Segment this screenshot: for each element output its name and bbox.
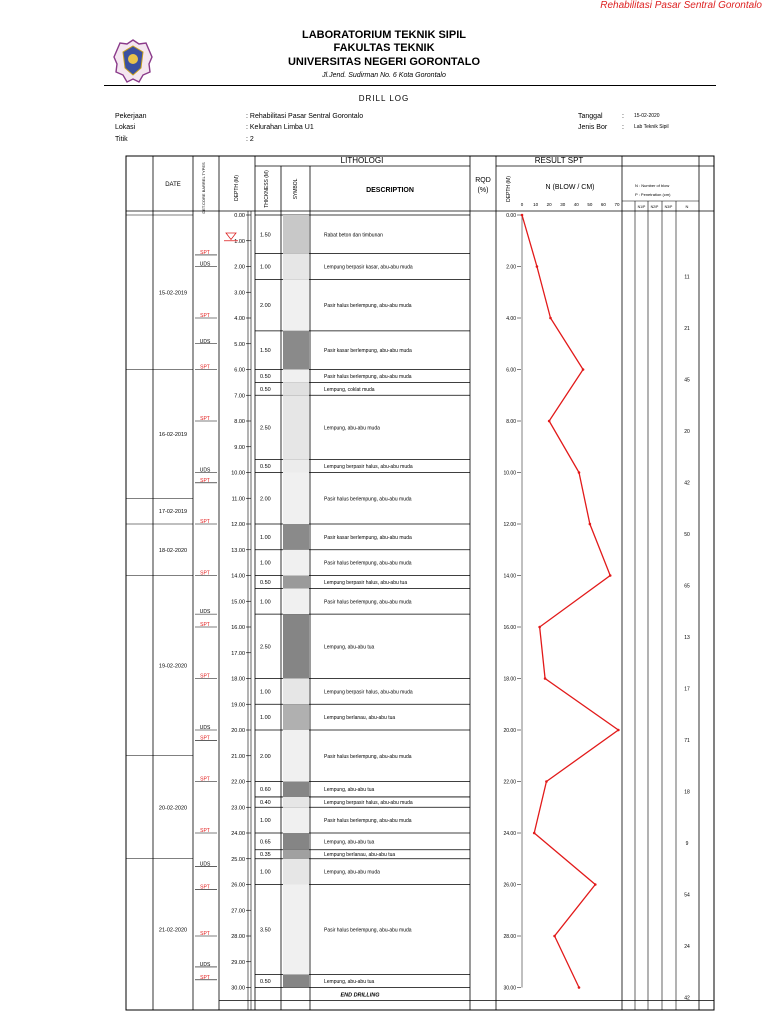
spt-point — [536, 265, 539, 268]
depth-label: 29.00 — [231, 959, 245, 966]
lithology-symbol — [283, 254, 309, 280]
lithology-layers — [283, 215, 309, 988]
spt-point — [521, 214, 524, 217]
rqd-header: RQD — [475, 177, 491, 184]
spt-point — [589, 523, 592, 526]
core-mark: UDS — [199, 861, 211, 868]
layer-description: Lempung berpasir halus, abu-abu muda — [324, 800, 413, 807]
y-tick-label: 22.00 — [503, 779, 516, 786]
lithology-symbol — [283, 859, 309, 885]
end-drilling: END DRILLING — [340, 992, 380, 999]
lithology-symbol — [283, 850, 309, 859]
layer-description: Pasir halus berlempung, abu-abu muda — [324, 599, 412, 606]
layer-thickness: 0.60 — [260, 787, 271, 794]
x-tick-label: 50 — [587, 202, 593, 207]
layer-thickness: 1.00 — [260, 599, 271, 606]
description-header: DESCRIPTION — [366, 187, 414, 194]
depth-label: 2.00 — [234, 264, 245, 271]
x-tick-label: 40 — [573, 202, 579, 207]
y-tick-label: 12.00 — [503, 522, 516, 528]
core-mark: SPT — [200, 519, 210, 525]
depth-label: 12.00 — [231, 522, 245, 528]
layer-thickness: 3.50 — [260, 927, 271, 934]
n-blow-header: N (BLOW / CM) — [545, 184, 595, 191]
depth-label: 17.00 — [231, 650, 245, 657]
legend-p: P : Penetration (cm) — [635, 192, 671, 197]
spt-point — [553, 935, 556, 938]
lithology-symbol — [283, 524, 309, 550]
layer-description: Lempung, abu-abu muda — [324, 869, 380, 876]
depth-label: 4.00 — [234, 316, 245, 322]
n-value: 45 — [684, 377, 690, 384]
layer-thickness: 0.50 — [260, 386, 271, 393]
table-labels — [159, 156, 689, 998]
layer-description: Pasir halus berlempung, abu-abu muda — [324, 818, 412, 825]
layer-thickness: 1.00 — [260, 869, 271, 876]
date-label: 19-02-2020 — [158, 663, 188, 670]
depth-label: 5.00 — [234, 341, 245, 348]
lithology-symbol — [283, 576, 309, 589]
y-tick-label: 6.00 — [506, 367, 516, 374]
lithology-symbol — [283, 704, 309, 730]
layer-thickness: 1.50 — [260, 232, 271, 239]
lithology-symbol — [283, 550, 309, 576]
layer-description: Lempung, abu-abu tua — [324, 839, 375, 846]
n-value: 71 — [684, 738, 690, 744]
date-label: 17-02-2019 — [158, 509, 188, 516]
university-name: UNIVERSITAS NEGERI GORONTALO — [287, 56, 481, 68]
depth-label: 15.00 — [231, 599, 245, 606]
lithology-symbol — [283, 473, 309, 525]
y-tick-label: 14.00 — [503, 573, 516, 580]
core-mark: UDS — [199, 261, 211, 268]
layer-thickness: 2.00 — [260, 496, 271, 503]
depth-label: 6.00 — [234, 367, 245, 374]
layer-description: Lempung berpasir halus, abu-abu muda — [324, 689, 413, 696]
layer-thickness: 0.65 — [260, 839, 271, 846]
n-value: 42 — [684, 480, 690, 487]
x-tick-label: 0 — [520, 202, 524, 207]
depth-label: 26.00 — [231, 882, 245, 889]
y-tick-label: 26.00 — [503, 882, 516, 889]
jenis-bor-label: Jenis Bor — [578, 124, 608, 131]
depth-label: 25.00 — [231, 856, 245, 863]
n-col-header: N3/P — [664, 205, 673, 209]
n-value: 54 — [684, 892, 690, 899]
lithology-symbol — [283, 614, 309, 678]
core-mark: SPT — [200, 884, 210, 891]
layer-description: Lempung, abu-abu muda — [324, 425, 380, 432]
lithology-symbol — [283, 279, 309, 331]
y-tick-label: 30.00 — [503, 985, 516, 992]
depth-label: 23.00 — [231, 805, 245, 812]
depth-label: 11.00 — [231, 496, 245, 503]
depth-label: 9.00 — [234, 444, 245, 451]
layer-thickness: 0.35 — [260, 852, 271, 859]
page-title: DRILL LOG — [358, 94, 410, 103]
layer-thickness: 0.50 — [260, 464, 271, 471]
spt-point — [578, 986, 581, 989]
layer-thickness: 0.40 — [260, 800, 271, 807]
n-value: 50 — [684, 532, 690, 538]
depth-label: 10.00 — [231, 470, 245, 477]
core-mark: SPT — [200, 249, 210, 256]
spt-point — [609, 574, 612, 577]
core-mark: SPT — [200, 673, 210, 680]
n-value: 9 — [685, 841, 689, 847]
depth-label: 3.00 — [234, 290, 245, 297]
core-mark: UDS — [199, 467, 211, 474]
titik-value: : 2 — [246, 136, 254, 143]
date-label: 18-02-2020 — [158, 547, 188, 554]
y-tick-label: 20.00 — [503, 728, 516, 734]
layer-description: Lempung berpasir halus, abu-abu tua — [324, 579, 408, 586]
y-tick-label: 0.00 — [506, 213, 516, 219]
depth-label: 22.00 — [231, 779, 245, 786]
depth-label: 30.00 — [231, 985, 245, 992]
layer-thickness: 0.50 — [260, 979, 271, 986]
pekerjaan-label: Pekerjaan — [115, 113, 147, 120]
spt-point — [545, 780, 548, 783]
core-mark: UDS — [199, 725, 211, 731]
core-mark: UDS — [199, 338, 211, 345]
lithology-symbol — [283, 370, 309, 383]
core-mark: SPT — [200, 974, 210, 981]
depth-label: 14.00 — [231, 573, 245, 580]
depth-label: 18.00 — [231, 676, 245, 683]
lithology-symbol — [283, 679, 309, 705]
y-tick-label: 8.00 — [506, 419, 516, 425]
core-mark: SPT — [200, 477, 210, 484]
lithology-symbol — [283, 797, 309, 807]
layer-description: Lempung berpasir kasar, abu-abu muda — [324, 264, 413, 271]
x-tick-label: 20 — [546, 202, 552, 207]
table-border — [126, 156, 714, 1010]
x-tick-label: 70 — [614, 202, 620, 207]
lithologi-header: LITHOLOGI — [340, 156, 384, 165]
spt-point — [548, 420, 551, 423]
n-value: 65 — [684, 583, 690, 590]
layer-description: Lempung, abu-abu tua — [324, 787, 375, 794]
y-tick-label: 24.00 — [503, 831, 516, 837]
date-label: 20-02-2020 — [158, 805, 188, 812]
depth-label: 16.00 — [231, 625, 245, 631]
address: Jl.Jend. Sudirman No. 6 Kota Gorontalo — [322, 72, 446, 79]
n-col-header: N2/P — [650, 205, 659, 209]
layer-thickness: 1.00 — [260, 715, 271, 722]
y-tick-label: 28.00 — [503, 934, 516, 940]
n-value: 24 — [684, 944, 690, 950]
y-tick-label: 16.00 — [503, 625, 516, 631]
depth-label: 28.00 — [231, 934, 245, 940]
spt-point — [533, 832, 536, 835]
core-mark: SPT — [200, 313, 210, 319]
layer-description: Pasir kasar berlempung, abu-abu muda — [324, 534, 412, 541]
lithology-symbol — [283, 975, 309, 988]
layer-description: Lempung berlanau, abu-abu tua — [324, 852, 396, 859]
date-label: 16-02-2019 — [158, 431, 188, 438]
x-tick-label: 60 — [600, 202, 606, 207]
date-header: DATE — [165, 182, 181, 188]
jenis-bor-value: Lab Teknik Sipil — [634, 124, 669, 130]
lokasi-value: : Kelurahan Limba U1 — [246, 124, 314, 131]
tanggal-value: 15-02-2020 — [634, 113, 660, 119]
depth-label: 27.00 — [231, 908, 245, 915]
n-value: 42 — [684, 995, 690, 1002]
y-tick-label: 4.00 — [506, 316, 516, 322]
layer-description: Lempung, abu-abu tua — [324, 979, 375, 986]
layer-thickness: 1.00 — [260, 818, 271, 825]
y-tick-label: 2.00 — [506, 264, 516, 271]
depth2-header: DEPTH (M) — [506, 176, 512, 202]
core-mark: SPT — [200, 776, 210, 783]
layer-description: Pasir halus berlempung, abu-abu muda — [324, 560, 412, 567]
core-mark: SPT — [200, 828, 210, 834]
core-mark: UDS — [199, 961, 211, 968]
layer-thickness: 2.50 — [260, 425, 271, 432]
lithology-symbol — [283, 885, 309, 975]
depth-label: 19.00 — [231, 702, 245, 709]
titik-label: Titik — [115, 136, 128, 143]
layer-description: Lempung berpasir halus, abu-abu muda — [324, 464, 413, 471]
y-tick-label: 18.00 — [503, 676, 516, 683]
n-value: 20 — [684, 429, 690, 435]
spt-point — [544, 677, 547, 680]
lithology-symbol — [283, 331, 309, 370]
lithology-symbol — [283, 215, 309, 254]
layer-thickness: 1.00 — [260, 264, 271, 271]
lithology-symbol — [283, 588, 309, 614]
layer-description: Rabat beton dan timbunan — [324, 232, 383, 239]
lokasi-label: Lokasi — [115, 124, 136, 131]
core-mark: SPT — [200, 416, 210, 422]
date-label: 21-02-2020 — [158, 927, 188, 934]
core-header: DET.CORE BARREL TYPES — [201, 162, 206, 214]
n-value: 11 — [684, 274, 690, 281]
depth-header: DEPTH (M) — [234, 175, 240, 201]
depth-label: 1.00 — [234, 238, 245, 245]
core-mark: SPT — [200, 735, 210, 742]
x-tick-label: 10 — [533, 202, 539, 207]
depth-label: 24.00 — [231, 831, 245, 837]
spt-point — [594, 883, 597, 886]
layer-description: Lempung, abu-abu tua — [324, 644, 375, 651]
layer-description: Pasir halus berlempung, abu-abu muda — [324, 753, 412, 760]
layer-thickness: 1.00 — [260, 689, 271, 696]
date-label: 15-02-2019 — [158, 290, 188, 297]
symbol-header: SYMBOL — [293, 178, 299, 200]
thickness-header: THICKNESS (M) — [264, 170, 270, 208]
layer-thickness: 0.50 — [260, 579, 271, 586]
layer-thickness: 0.50 — [260, 373, 271, 380]
spt-point — [538, 626, 541, 629]
result-spt-header: RESULT SPT — [534, 156, 584, 165]
layer-description: Pasir halus berlempung, abu-abu muda — [324, 373, 412, 380]
depth-label: 13.00 — [231, 547, 245, 554]
x-tick-label: 30 — [560, 202, 566, 207]
faculty-name: FAKULTAS TEKNIK — [333, 42, 435, 54]
tanggal-label: Tanggal — [578, 113, 603, 120]
layer-description: Pasir halus berlempung, abu-abu muda — [324, 303, 412, 310]
spt-point — [582, 368, 585, 371]
core-mark: SPT — [200, 622, 210, 628]
n-value: 17 — [684, 686, 690, 693]
layer-description: Pasir halus berlempung, abu-abu muda — [324, 927, 412, 934]
layer-thickness: 1.00 — [260, 534, 271, 541]
lithology-symbol — [283, 782, 309, 797]
depth-label: 0.00 — [234, 213, 245, 219]
layer-thickness: 1.00 — [260, 560, 271, 567]
layer-thickness: 2.00 — [260, 753, 271, 760]
depth-label: 21.00 — [231, 753, 245, 760]
layer-thickness: 2.50 — [260, 644, 271, 651]
core-mark: SPT — [200, 570, 210, 577]
layer-description: Lempung, coklat muda — [324, 386, 375, 393]
y-tick-label: 10.00 — [503, 470, 516, 477]
layer-description: Pasir kasar berlempung, abu-abu muda — [324, 348, 412, 355]
lithology-symbol — [283, 382, 309, 395]
pekerjaan-value: : Rehabilitasi Pasar Sentral Gorontalo — [246, 113, 364, 120]
layer-description: Lempung berlanau, abu-abu tua — [324, 715, 396, 722]
rqd-unit: (%) — [477, 187, 489, 194]
core-mark: SPT — [200, 364, 210, 371]
core-mark: SPT — [200, 931, 210, 937]
spt-point — [578, 471, 581, 474]
spt-point — [617, 729, 620, 732]
lithology-symbol — [283, 395, 309, 459]
lithology-symbol — [283, 460, 309, 473]
layer-thickness: 2.00 — [260, 303, 271, 310]
core-mark: UDS — [199, 609, 211, 616]
lithology-symbol — [283, 833, 309, 850]
depth-label: 7.00 — [234, 393, 245, 400]
lithology-symbol — [283, 730, 309, 782]
depth-label: 20.00 — [231, 728, 245, 734]
n-value: 21 — [684, 326, 690, 332]
legend-n: N : Number of blow — [635, 183, 670, 188]
layer-thickness: 1.50 — [260, 348, 271, 355]
table-grid — [126, 156, 714, 1010]
n-value: 13 — [684, 635, 690, 641]
spt-point — [549, 317, 552, 320]
spt-line — [522, 215, 618, 988]
lithology-symbol — [283, 807, 309, 833]
n-col-header: N1/P — [637, 205, 646, 209]
depth-label: 8.00 — [234, 419, 245, 425]
layer-description: Pasir halus berlempung, abu-abu muda — [324, 496, 412, 503]
document-tag: Rehabilitasi Pasar Sentral Gorontalo — [600, 0, 762, 11]
lab-name: LABORATORIUM TEKNIK SIPIL — [302, 29, 466, 41]
n-value: 18 — [684, 789, 690, 796]
n-total-header: N — [685, 204, 689, 209]
